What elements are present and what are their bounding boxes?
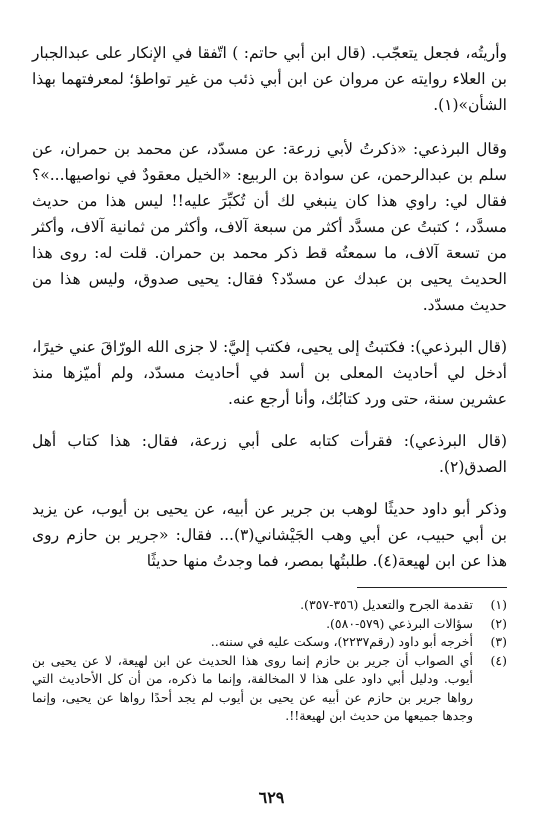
footnote-item — [32, 633, 507, 652]
footnotes — [32, 596, 507, 726]
paragraph-1: وأريتُه، فجعل يتعجّب. (قال ابن أبي حاتم: ) اتّفقا في الإنكار على عبدالجبار بن العلاء روايته عن مروان عن ابن أبي ذئب من غير تواطؤ؛ لمعرفتهما بهذا الشأن»(١). — [32, 44, 507, 114]
footnote-text: سؤالات البرذعي (٥٧٩-٥٨٠). — [326, 615, 473, 631]
paragraph-5: وذكر أبو داود حديثًا لوهب بن جرير عن أبيه، عن يحيى بن أيوب، عن يزيد بن أبي حبيب، عن أبي وهب الجَيْشاني(٣)... فقال: «جرير بن حازم روى هذا عن ابن لهيعة(٤). طلبتُها بمصر، فما وجدتُ منها حديثًا — [32, 500, 507, 570]
paragraph-2: وقال البرذعي: «ذكرتُ لأبي زرعة: عن مسدّد، عن محمد بن حمران، عن سلم بن عبدالرحمن، عن سوادة بن الربيع: «الخيل معقودٌ في نواصيها...»؟ فقال لي: راوي هذا كان ينبغي لك أن تُكبِّرَ عليه!! ليس هذا من حديث مسدَّد، ؛ كتبتُ عن مسدَّد أكثر من سبعة آلاف، وأكثر من ثمانية آلاف، وأكثر من تسعة آلاف، ما سمعتُه قط ذكر محمد بن حمران. قلت له: روى هذا الحديث يحيى بن عبدك عن مسدّد؟ فقال: يحيى صدوق، وليس هذا من حديث مسدّد. — [32, 140, 507, 314]
footnote-item — [32, 596, 507, 615]
footnote-item — [32, 652, 507, 726]
footnote-text: أي الصواب أن جرير بن حازم إنما روى هذا الحديث عن ابن لهيعة، لا عن يحيى بن أيوب. ودليل أبي داود على هذا لا المخالفة، وإنما ما ذكره، من أن كل الأحاديث التي رواها جرير بن حازم عن أبيه عن يحيى بن أيوب لم يجد أحدًا رواها عن يحيى، وإنما وجدها جميعها من حديث ابن لهيعة!!. — [32, 652, 473, 723]
footnote-separator — [357, 587, 507, 588]
footnote-text: تقدمة الجرح والتعديل (٣٥٦-٣٥٧). — [300, 597, 473, 612]
footnote-number: (٤) — [490, 652, 507, 668]
footnote-text: أخرجه أبو داود (رقم٢٢٣٧)، وسكت عليه في سننه.. — [210, 634, 473, 649]
footnote-number: (٣) — [490, 634, 507, 649]
footnote-number: (١) — [490, 597, 507, 612]
footnote-number: (٢) — [490, 615, 507, 631]
paragraph-4: (قال البرذعي): فقرأت كتابه على أبي زرعة، فقال: هذا كتاب أهل الصدق(٢). — [32, 432, 507, 476]
paragraph-3: (قال البرذعي): فكتبتُ إلى يحيى، فكتب إليَّ: لا جزى الله الورّاقَ عني خيرًا، أدخل لي أحاديث المعلى بن أسد في أحاديث مسدّد، ولم أميّزها منذ عشرين سنة، حتى ورد كتابُك، وأنا أرجع عنه. — [31, 338, 507, 408]
page-number: ٦٢٩ — [258, 788, 285, 807]
footnote-item — [32, 615, 507, 634]
